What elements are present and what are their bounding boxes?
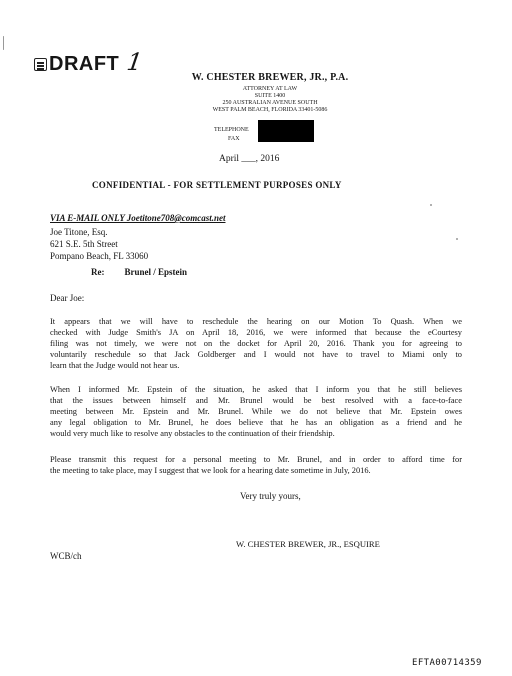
- bates-number: EFTA00714359: [412, 658, 482, 668]
- signature-name: W. CHESTER BREWER, JR., ESQUIRE: [236, 539, 380, 549]
- letterhead-name: W. CHESTER BREWER, JR., P.A.: [191, 72, 349, 83]
- closing: Very truly yours,: [240, 491, 301, 501]
- delivery-method: VIA E-MAIL ONLY Joetitone708@comcast.net: [50, 213, 226, 223]
- fax-label: FAX: [228, 136, 240, 142]
- scan-speck: [430, 204, 432, 206]
- body-paragraph: [50, 384, 462, 439]
- paragraph-line: any legal obligation to Mr. Brunel, he does believe that he has an obligation as a friend and he: [50, 418, 462, 427]
- subject-line: [91, 267, 187, 277]
- letterhead-line: WEST PALM BEACH, FLORIDA 33401-5086: [212, 107, 328, 113]
- paragraph-line: meeting between Mr. Epstein and Mr. Brunel. While we do not believe that Mr. Epstein owes: [50, 407, 462, 416]
- subject-text: Brunel / Epstein: [124, 267, 188, 277]
- draft-stamp: [34, 50, 143, 74]
- body-paragraph: [50, 316, 462, 371]
- letterhead-line: 250 AUSTRALIAN AVENUE SOUTH: [222, 100, 318, 106]
- letter-date: April ___, 2016: [219, 154, 280, 164]
- document-icon: [34, 58, 47, 71]
- paragraph-line: checked with Judge Smith's JA on April 18, 2016, we were informed that because the eCourtesy: [50, 328, 462, 337]
- paragraph-line: that the issues between himself and Mr. Brunel would be best resolved with a face-to-face: [50, 396, 462, 405]
- redaction-box: [258, 120, 314, 142]
- paragraph-line: It appears that we will have to reschedule the hearing on our Motion To Quash. When we: [50, 317, 462, 326]
- paragraph-line: learn that the Judge would not hear us.: [50, 361, 180, 370]
- subject-label: Re:: [91, 267, 105, 277]
- confidential-notice: CONFIDENTIAL - FOR SETTLEMENT PURPOSES ONLY: [92, 180, 342, 190]
- paragraph-line: Please transmit this request for a personal meeting to Mr. Brunel, and in order to afford time for: [50, 455, 462, 464]
- paragraph-line: the meeting to take place, may I suggest that we look for a hearing date sometime in July, 2016.: [50, 466, 371, 475]
- contact-block: [214, 126, 249, 144]
- scan-speck: [3, 36, 4, 50]
- recipient-line: 621 S.E. 5th Street: [50, 239, 118, 249]
- telephone-label: TELEPHONE: [214, 127, 249, 133]
- salutation: Dear Joe:: [50, 293, 85, 303]
- scan-speck: [456, 238, 458, 240]
- body-paragraph: [50, 454, 462, 476]
- letterhead-line: SUITE 1400: [254, 93, 286, 99]
- paragraph-line: When I informed Mr. Epstein of the situation, he asked that I inform you that he still believes: [50, 385, 462, 394]
- draft-label: DRAFT: [49, 53, 120, 75]
- paragraph-line: would very much like to resolve any obstacles to the continuation of their friendship.: [50, 429, 335, 438]
- initials: WCB/ch: [50, 551, 82, 561]
- letterhead-line: ATTORNEY AT LAW: [242, 86, 298, 92]
- paragraph-line: voluntarily reschedule so that Jack Goldberger and I would not have to travel to Miami only to: [50, 350, 462, 359]
- draft-number: 1: [125, 48, 145, 76]
- recipient-line: Joe Titone, Esq.: [50, 227, 108, 237]
- paragraph-line: filing was not timely, we were not on the docket for April 20, 2016. Thank you for agreeing to: [50, 339, 462, 348]
- recipient-line: Pompano Beach, FL 33060: [50, 251, 149, 261]
